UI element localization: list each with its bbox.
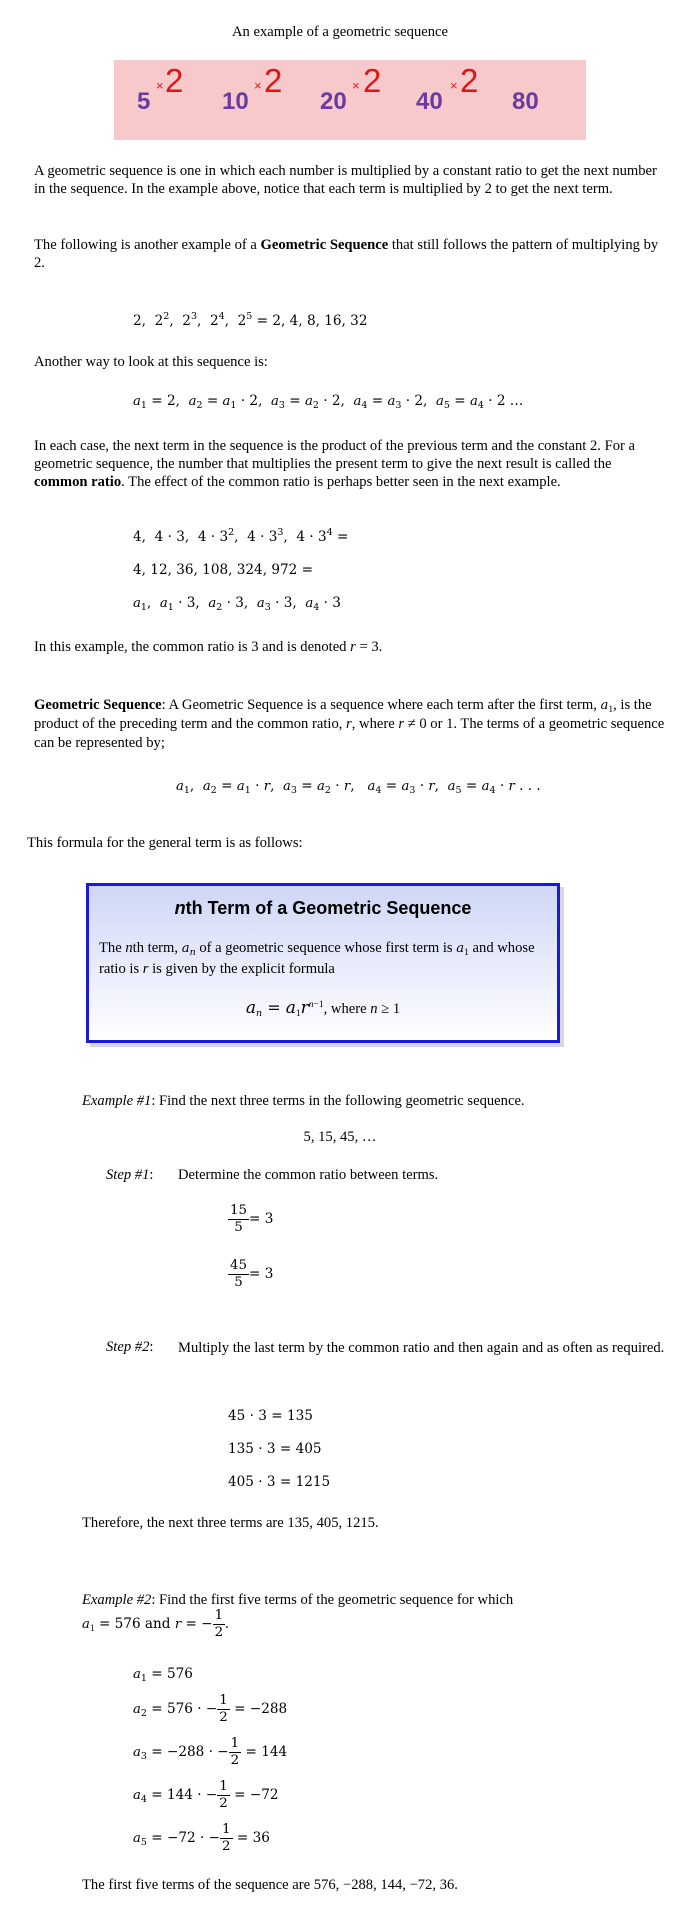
step-2-text: Multiply the last term by the common ratio and then again and as often as required. xyxy=(178,1340,665,1356)
symbolic-terms-line: $a_1$, $a_1 \cdot 3$, $a_2 \cdot 3$, $a_3 \cdot 3$, $a_4 \cdot 3$ xyxy=(133,595,341,613)
example-2-term-4: $a_4 = 144$ · − $\frac{1}{2}$ = −72 xyxy=(133,1779,279,1811)
banner-times: × xyxy=(352,78,360,93)
explicit-formula: $a_n = a_1r^{n-1}$, where n ≥ 1 xyxy=(245,998,401,1019)
example-1-conclusion: Therefore, the next three terms are 135, 405, 1215. xyxy=(82,1515,379,1531)
another-way-text: Another way to look at this sequence is: xyxy=(34,354,268,370)
banner-times: × xyxy=(254,78,262,93)
banner-ratio: 2 xyxy=(165,62,184,99)
banner-caption: An example of a geometric sequence xyxy=(232,24,448,40)
example-2-conclusion: The first five terms of the sequence are 576, −288, 144, −72, 36. xyxy=(82,1877,458,1893)
step-1-text: Determine the common ratio between terms. xyxy=(178,1167,439,1183)
banner-term: 20 xyxy=(320,88,347,115)
powers-of-three-line: 4, 4 · 3, $4 \cdot 3^2$, $4 \cdot 3^3$, $4 \cdot 3^4$ = xyxy=(133,527,349,545)
example-2-term-1: $a_1 = 576$ xyxy=(133,1666,193,1684)
example-2-given: $a_1 = 576$ and r = − $\frac{1}{2}$ . xyxy=(82,1608,229,1640)
ratio-sentence: In this example, the common ratio is 3 and is denoted r = 3. xyxy=(34,639,383,655)
banner-term: 10 xyxy=(222,88,249,115)
common-ratio-paragraph: In each case, the next term in the sequence is the product of the previous term and the constant 2. For a geometric sequence, the number that multiplies the present term to give the next result is called the common ratio. The effect of the common ratio is perhaps better seen in the next example. xyxy=(34,438,635,490)
formula-box-title: nth Term of a Geometric Sequence xyxy=(174,898,472,918)
banner-term: 40 xyxy=(416,88,443,115)
multiplication-1: 45 · 3 = 135 xyxy=(228,1408,313,1424)
example-1-sequence: 5, 15, 45, … xyxy=(303,1129,377,1145)
nth-term-formula-box xyxy=(86,883,560,1043)
step-2-label: Step #2: xyxy=(106,1339,154,1355)
multiplication-2: 135 · 3 = 405 xyxy=(228,1441,322,1457)
expanded-values-line: 4, 12, 36, 108, 324, 972 = xyxy=(133,562,314,578)
example-2-prompt: Example #2: Find the first five terms of the geometric sequence for which xyxy=(82,1592,514,1608)
banner-ratio: 2 xyxy=(264,62,283,99)
banner-ratio: 2 xyxy=(460,62,479,99)
geometric-sequence-banner xyxy=(114,60,586,140)
step-1-label: Step #1: xyxy=(106,1167,154,1183)
banner-times: × xyxy=(450,78,458,93)
banner-term: 5 xyxy=(137,88,151,115)
definition-paragraph: Geometric Sequence: A Geometric Sequence is a sequence where each term after the first term, $a_1$, is the product of the preceding term and the common ratio, r, where r ≠ 0 or 1. The terms of a geometric sequence can be represented by; xyxy=(34,697,665,751)
ratio-fraction-1: $\frac{15}{5}$ = 3 xyxy=(230,1203,274,1235)
formula-box-text: The nth term, $a_n$ of a geometric sequence whose first term is $a_1$ and whose ratio is r is given by the explicit formula xyxy=(99,940,535,977)
banner-times: × xyxy=(156,78,164,93)
formula-intro: This formula for the general term is as follows: xyxy=(27,835,303,851)
intro-paragraph: A geometric sequence is one in which each number is multiplied by a constant ratio to get the next number in the sequence. In the example above, notice that each term is multiplied by 2 to get the next term. xyxy=(34,163,657,197)
example-2-term-3: $a_3 = -288$ · − $\frac{1}{2}$ = 144 xyxy=(133,1736,288,1768)
powers-of-two-line: 2, $2^2$, $2^3$, $2^4$, $2^5 = 2$, 4, 8, 16, 32 xyxy=(133,311,368,329)
banner-term: 80 xyxy=(512,88,539,115)
banner-ratio: 2 xyxy=(363,62,382,99)
example-2-term-2: $a_2 = 576$ · − $\frac{1}{2}$ = −288 xyxy=(133,1693,288,1725)
ratio-fraction-2: $\frac{45}{5}$ = 3 xyxy=(230,1258,274,1290)
general-recursive-line: $a_1$, $a_2 = a_1 \cdot r$, $a_3 = a_2 \cdot r$, $a_4 = a_3 \cdot r$, $a_5 = a_4 \cdot r$ . . . xyxy=(176,778,541,796)
example-1-prompt: Example #1: Find the next three terms in the following geometric sequence. xyxy=(82,1093,525,1109)
example-2-term-5: $a_5 = -72$ · − $\frac{1}{2}$ = 36 xyxy=(133,1822,270,1854)
second-example-paragraph: The following is another example of a Geometric Sequence that still follows the pattern of multiplying by 2. xyxy=(34,237,659,271)
multiplication-3: 405 · 3 = 1215 xyxy=(228,1474,331,1490)
recursive-terms-line: $a_1 = 2$, $a_2 = a_1 \cdot 2$, $a_3 = a_2 \cdot 2$, $a_4 = a_3 \cdot 2$, $a_5 = a_4 \cdot 2$ … xyxy=(133,393,524,411)
